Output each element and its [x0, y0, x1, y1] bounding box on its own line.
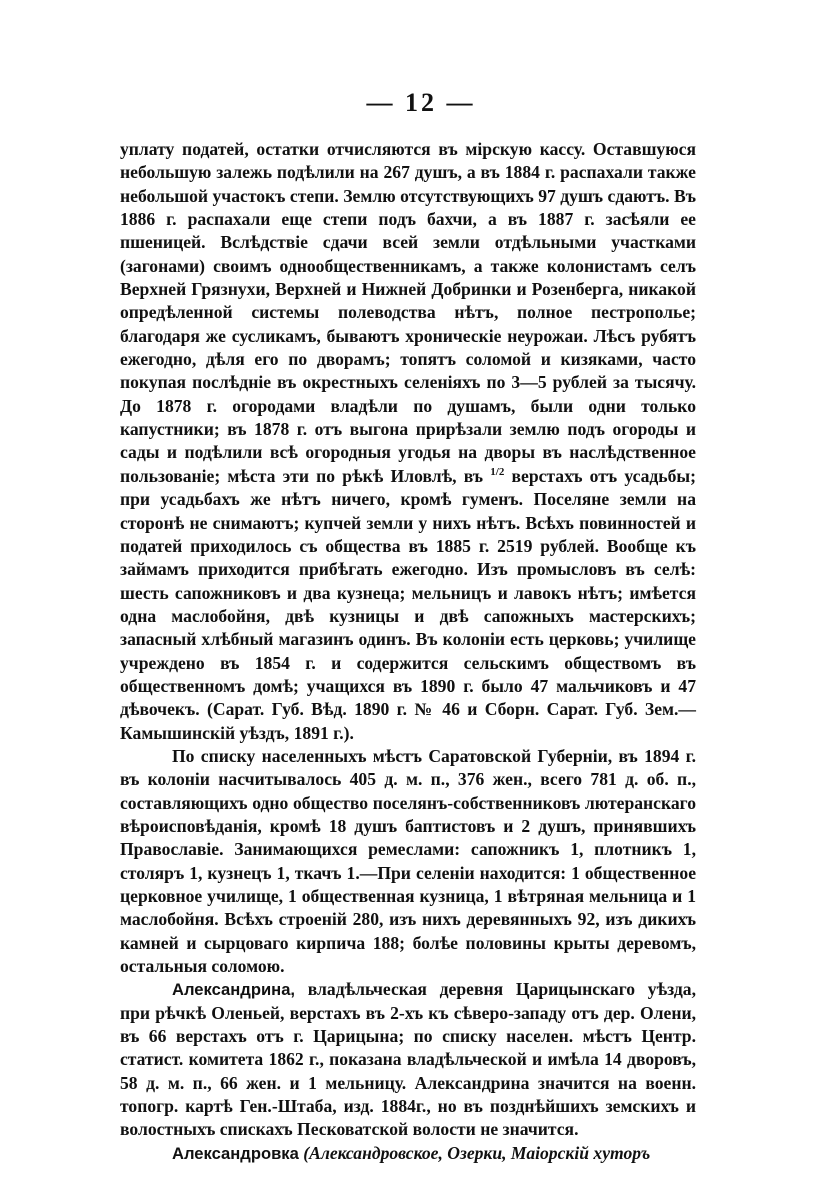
paragraph-1-text: уплату податей, остатки отчисляются въ мірскую кассу. Оставшуюся небольшую залежь подѣлили на 267 душъ, а въ 1884 г. распахали также небольшой участокъ степи. Землю отсутствующихъ 97 душъ сдаютъ. Въ 1886 г. распахали еще степи подъ бахчи, а въ 1887 г. засѣяли ее пшеницей. Вслѣдствіе сдачи всей земли отдѣльными участками (загонами) своимъ однообщественникамъ, а также колонистамъ селъ Верхней Грязнухи, Верхней и Нижней Добринки и Розенберга, никакой опредѣленной системы полеводства нѣтъ, полное пестрополье; благодаря же сусликамъ, бываютъ хроническіе неурожаи. Лѣсъ рубятъ ежегодно, дѣля его по дворамъ; топятъ соломой и кизяками, часто покупая послѣдніе въ окрестныхъ селеніяхъ по 3—5 рублей за тысячу. До 1878 г. огородами владѣли по душамъ, были одни только капустники; въ 1878 г. отъ выгона прирѣзали землю подъ огороды и сады и подѣлили всѣ огородныя угодья на дворы въ наслѣдственное пользованіе; мѣста эти по рѣкѣ Иловлѣ, въ — [120, 139, 696, 486]
paragraph-3 — [120, 978, 696, 1141]
page-number: — 12 — — [366, 88, 476, 117]
paragraph-1 — [120, 138, 696, 745]
paragraph-2 — [120, 745, 696, 978]
entry-alt-names: (Александровское, Озерки, Маіорскій хуторъ — [298, 1142, 651, 1163]
paragraph-3-text: владѣльческая деревня Царицынскаго уѣзда, при рѣчкѣ Оленьей, верстахъ въ 2-хъ къ сѣверо-западу отъ дер. Олени, въ 66 верстахъ отъ г. Царицына; по списку населен. мѣстъ Центр. статист. комитета 1862 г., показана владѣльческой и имѣла 14 дворовъ, 58 д. м. п., 66 жен. и 1 мельницу. Александрина значится на военн. топогр. картѣ Ген.-Штаба, изд. 1884г., но въ позднѣйшихъ земскихъ и волостныхъ спискахъ Песковатской волости не значится. — [120, 979, 696, 1140]
fraction-half: 1/2 — [490, 465, 505, 478]
paragraph-1-text-after: верстахъ отъ усадьбы; при усадьбахъ же нѣтъ ничего, кромѣ гуменъ. Поселяне земли на сторонѣ не снимаютъ; купчей земли у нихъ нѣтъ. Всѣхъ повинностей и податей приходилось съ общества въ 1885 г. 2519 рублей. Вообще къ займамъ приходится прибѣгать ежегодно. Изъ промысловъ въ селѣ: шесть сапожниковъ и два кузнеца; мельницъ и лавокъ нѣтъ; имѣется одна маслобойня, двѣ кузницы и двѣ сапожныхъ мастерскихъ; запасный хлѣбный магазинъ одинъ. Въ колоніи есть церковь; училище учреждено въ 1854 г. и содержится сельскимъ обществомъ въ общественномъ домѣ; учащихся въ 1890 г. было 47 мальчиковъ и 47 дѣвочекъ. (Сарат. Губ. Вѣд. 1890 г. № 46 и Сборн. Сарат. Губ. Зем.—Камышинскій уѣздъ, 1891 г.). — [120, 465, 696, 743]
paragraph-4 — [120, 1142, 696, 1165]
entry-headword-aleksandrovka: Александровка — [172, 1143, 299, 1163]
paragraph-2-text: По списку населенныхъ мѣстъ Саратовской Губерніи, въ 1894 г. въ колоніи насчитывалось 405 д. м. п., 376 жен., всего 781 д. об. п., составляющихъ одно общество поселянъ-собственниковъ лютеранскаго вѣроисповѣданія, кромѣ 18 душъ баптистовъ и 2 душъ, принявшихъ Православіе. Занимающихся ремеслами: сапожникъ 1, плотникъ 1, столяръ 1, кузнецъ 1, ткачъ 1.—При селеніи находится: 1 общественное церковное училище, 1 общественная кузница, 1 вѣтряная мельница и 1 маслобойня. Всѣхъ строеній 280, изъ нихъ деревянныхъ 92, изъ дикихъ камней и сырцоваго кирпича 188; болѣе половины крыты деревомъ, остальныя соломою. — [120, 745, 696, 977]
entry-headword-aleksandrina: Александрина, — [172, 980, 296, 1000]
document-body — [120, 138, 696, 1165]
